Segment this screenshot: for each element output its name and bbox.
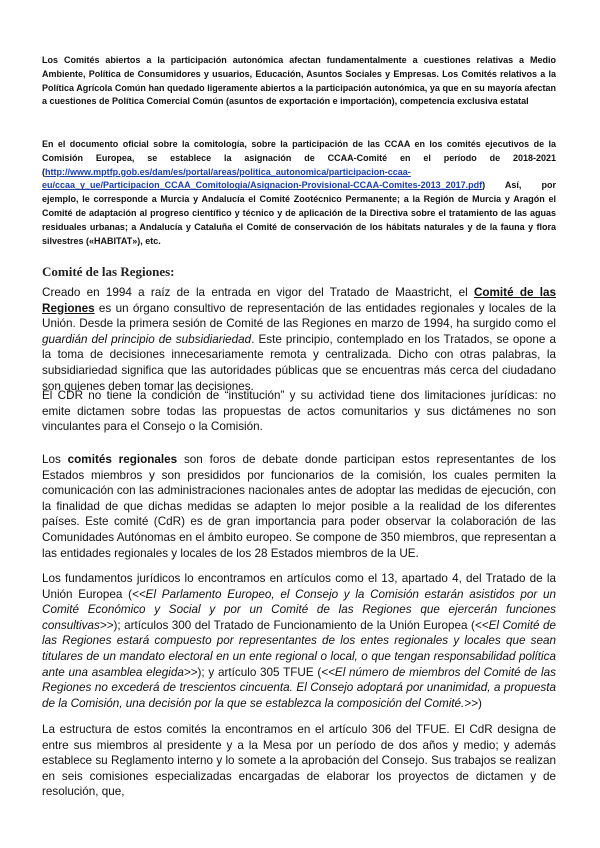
paragraph-comites-abiertos: Los Comités abiertos a la participación autonómica afectan fundamentalmente a cuestiones relativas a Medio Ambiente, Política de Consumidores y usuarios, Educación, Asuntos Sociales y Empresas. Los Comités relativos a la Política Agrícola Común han quedado ligeramente abiertos a la participación autonómica, ya que en su mayoría afectan a cuestiones de Política Comercial Común (asuntos de exportación e importación), competencia exclusiva estatal [42,55,556,107]
comitologia-document-link[interactable]: http://www.mptfp.gob.es/dam/es/portal/areas/politica_autonomica/participacion-ccaa-eu/ccaa_y_ue/Participacion_CCAA_Comitologia/Asignacion-Provisional-CCAA-Comites-2013_2017.pdf [42,166,483,191]
section-heading-comite-regiones: Comité de las Regiones: [42,264,175,279]
paragraph-comitologia [42,138,556,248]
comitologia-text-end: ) Así, por ejemplo, le corresponde a Murcia y Andalucía el Comité Zootécnico Permanente; a la Región de Murcia y Aragón el Comité de adaptación al progreso científico y técnico y de aplicación de la Directiva sobre el tratamiento de las aguas residuales urbanas; a Andalucía y Cataluña el Comité de conservación de los hábitats naturales y de la fauna y flora silvestres («HABITAT»), etc. [42,180,556,246]
comite-regiones-emphasis: Comité de las Regiones [42,286,556,315]
comites-regionales-bold: comités regionales [67,453,178,466]
paragraph-comites-regionales: Los comités regionales son foros de debate donde participan estos representantes de los Estados miembros y son presididos por funcionarios de la comisión, los cuales permiten la comunicación con las administraciones nacionales antes de adoptar las medidas de ejecución, con la finalidad de que dichas medidas se adapten lo mejor posible a la realidad de los diferentes países. Este comité (CdR) es de gran importancia para poder observar la colaboración de las Comunidades Autónomas en el ámbito europeo. Se compone de 350 miembros, que representan a las entidades regionales y locales de los 28 Estados miembros de la UE. [42,453,556,560]
paragraph-creado-1994: Creado en 1994 a raíz de la entrada en vigor del Tratado de Maastricht, el Comité de las Regiones es un órgano consultivo de representación de las entidades regionales y locales de la Unión. Desde la primera sesión de Comité de las Regiones en marzo de 1994, ha surgido como el guardián del principio de subsidiariedad. Este principio, contemplado en los Tratados, se opone a la toma de decisiones innecesariamente remota y centralizada. Dicho con otras palabras, la subsidiariedad significa que las autoridades públicas que se encuentras más cerca del ciudadano son quienes deben tomar las decisiones. [42,286,556,393]
quote-article-13: <<El Parlamento Europeo, el Consejo y la Comisión estarán asistidos por un Comité Económico y Social y por un Comité de las Regiones que ejercerán funciones consultivas>> [42,587,556,632]
paragraph-estructura-comites: La estructura de estos comités la encontramos en el artículo 306 del TFUE. El CdR designa de entre sus miembros al presidente y a la Mesa por un período de dos años y medio; y además establece su Reglamento interno y lo somete a la aprobación del Consejo. Sus trabajos se realizan en seis comisiones especializadas encargadas de elaborar los proyectos de dictamen y de resolución, que, [42,723,556,799]
paragraph-fundamentos-juridicos: Los fundamentos jurídicos lo encontramos en artículos como el 13, apartado 4, del Tratado de la Unión Europea (<<El Parlamento Europeo, el Consejo y la Comisión estarán asistidos por un Comité Económico y Social y por un Comité de las Regiones que ejercerán funciones consultivas>>); artículos 300 del Tratado de Funcionamiento de la Unión Europea (<<El Comité de las Regiones estará compuesto por representantes de los entes regionales y locales que sean titulares de un mandato electoral en un ente regional o local, o que tengan responsabilidad política ante una asamblea elegida>>); y artículo 305 TFUE (<<El número de miembros del Comité de las Regiones no excederá de trescientos cincuenta. El Consejo adoptará por unanimidad, a propuesta de la Comisión, una decisión por la que se establezca la composición del Comité.>>) [42,572,556,710]
comitologia-text-start: En el documento oficial sobre la comitología, sobre la participación de las CCAA en los comités ejecutivos de la Comisión Europea, se establece la asignación de CCAA-Comité en el período de 2018-2021 ( [42,139,556,177]
subsidiarity-italic: guardián del principio de subsidiariedad [42,332,252,346]
quote-article-300: <<El Comité de las Regiones estará compuesto por representantes de los entes regionales y locales que sean titulares de un mandato electoral en un ente regional o local, o que tengan responsabilidad política ante una asamblea elegida>> [42,618,556,679]
paragraph-cdr-condicion: El CDR no tiene la condición de “institución” y su actividad tiene dos limitaciones jurídicas: no emite dictamen sobre todas las propuestas de actos comunitarios y sus dictámenes no son vinculantes para el Consejo o la Comisión. [42,389,556,434]
quote-article-305: <<El número de miembros del Comité de las Regiones no excederá de trescientos cincuenta. El Consejo adoptará por unanimidad, a propuesta de la Comisión, una decisión por la que se establezca la composición del Comité.>> [42,665,556,710]
